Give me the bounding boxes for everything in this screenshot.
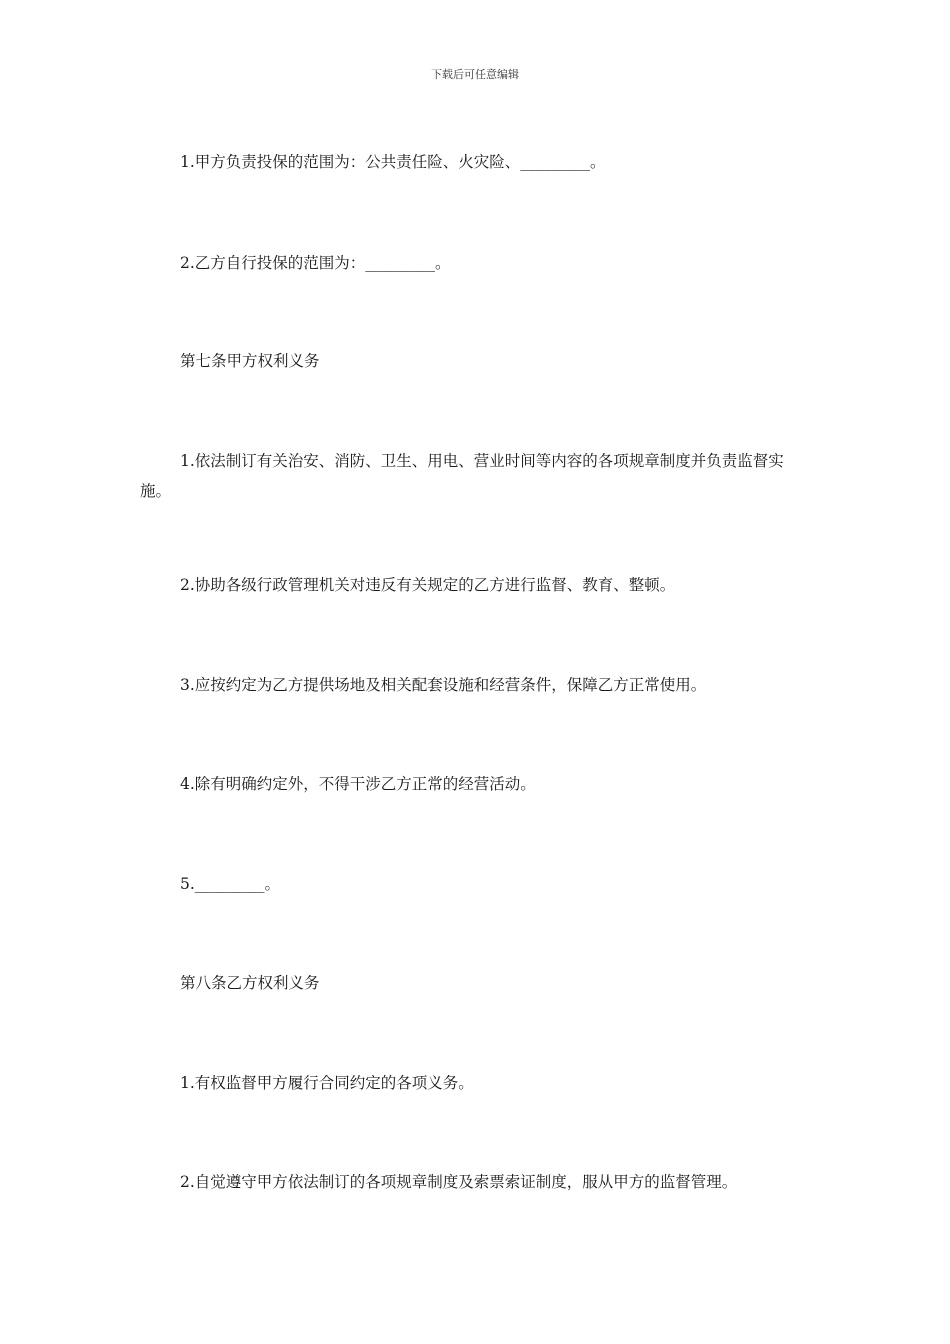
article-7-item-1: 1.依法制订有关治安、消防、卫生、用电、营业时间等内容的各项规章制度并负责监督实施。 <box>140 452 784 500</box>
article-7-heading: 第七条甲方权利义务 <box>180 352 320 370</box>
article-7-item-2: 2.协助各级行政管理机关对违反有关规定的乙方进行监督、教育、整顿。 <box>180 576 676 594</box>
clause-6-item-1: 1.甲方负责投保的范围为：公共责任险、火灾险、_________。 <box>180 153 606 171</box>
article-8-item-2: 2.自觉遵守甲方依法制订的各项规章制度及索票索证制度，服从甲方的监督管理。 <box>180 1173 738 1191</box>
article-8-item-1: 1.有权监督甲方履行合同约定的各项义务。 <box>180 1074 474 1092</box>
article-8-heading: 第八条乙方权利义务 <box>180 974 320 992</box>
article-7-item-3: 3.应按约定为乙方提供场地及相关配套设施和经营条件，保障乙方正常使用。 <box>180 676 707 694</box>
clause-6-item-2: 2.乙方自行投保的范围为：_________。 <box>180 254 451 272</box>
article-7-item-4: 4.除有明确约定外，不得干涉乙方正常的经营活动。 <box>180 775 536 793</box>
page-header: 下载后可任意编辑 <box>431 68 519 81</box>
article-7-item-5: 5._________。 <box>180 875 281 893</box>
